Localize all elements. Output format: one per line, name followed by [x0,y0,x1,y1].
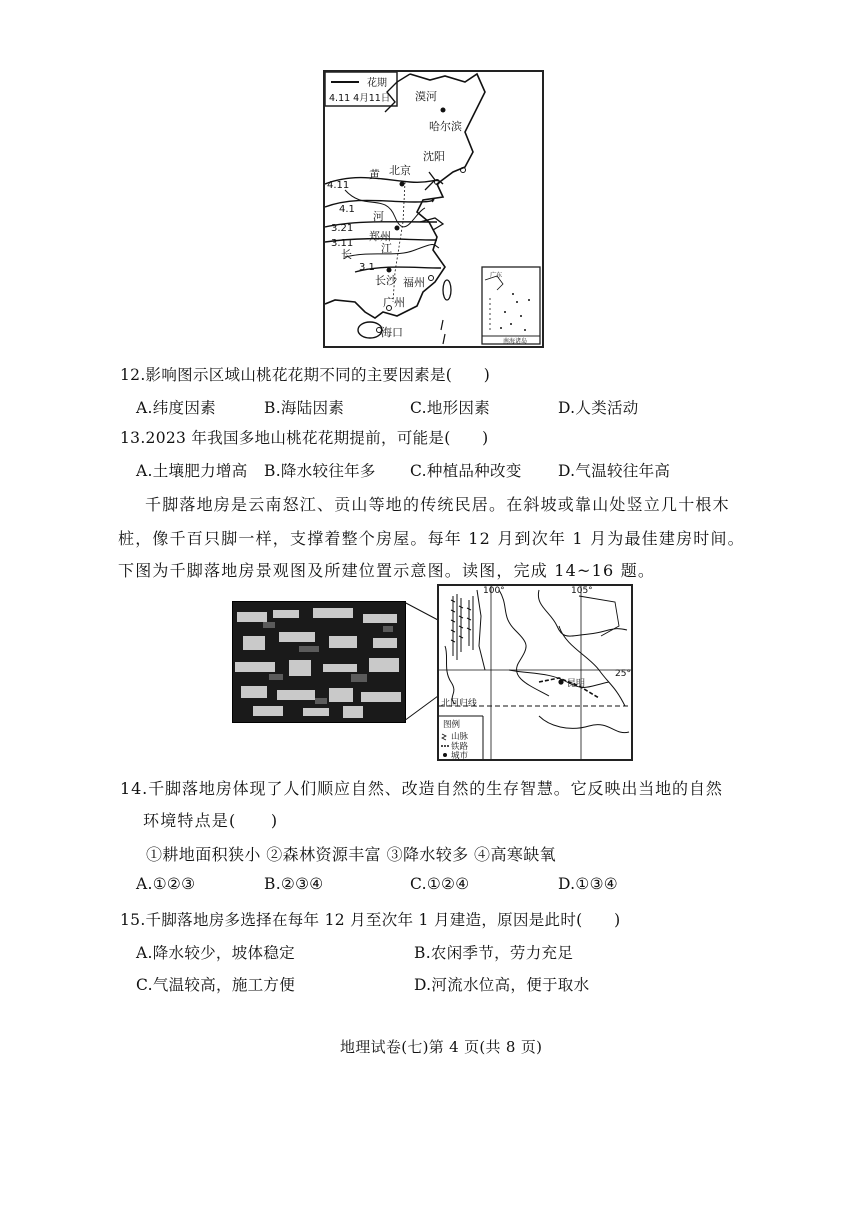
city-label: 哈尔滨 [429,120,462,133]
kunming-dot [558,679,563,684]
tropic-label: 北回归线 [441,699,478,709]
page-footer: 地理试卷(七)第 4 页(共 8 页) [340,1038,543,1056]
q13-option-b: B.降水较往年多 [264,462,376,480]
map1-legend-dates: 4.11 4月11日 [329,93,391,104]
q15-option-d: D.河流水位高，便于取水 [414,976,590,994]
q12-option-d: D.人类活动 [558,399,639,417]
passage-line-3: 下图为千脚落地房景观图及所建位置示意图。读图，完成 14~16 题。 [118,561,656,580]
q14-option-a: A.①②③ [136,875,196,893]
isoline-label: 4.1 [339,204,355,215]
location-map-svg [439,586,631,759]
lat-label-25: 25° [615,669,631,679]
q12-stem: 12.影响图示区域山桃花花期不同的主要因素是( ) [120,366,491,384]
river-label: 江 [381,242,392,255]
q14-stem-line-1: 14.千脚落地房体现了人们顺应自然、改造自然的生存智慧。它反映出当地的自然 [120,779,723,798]
lon-label-105: 105° [571,586,593,596]
river-label: 长 [341,248,352,261]
yangtze-river [345,245,439,258]
city-label: 漠河 [415,90,437,103]
isoline-label: 3.11 [331,238,354,249]
lon-label-100: 100° [483,586,505,596]
city-label: 北京 [389,164,411,177]
q14-stem-line-2: 环境特点是( ) [143,811,279,830]
map2-legend-city: 城市 [451,751,469,759]
taiwan-island [443,280,451,300]
bloom-date-map-svg [325,72,542,346]
city-label: 广州 [383,296,405,309]
mountain-legend-icon [442,734,446,740]
city-label: 长沙 [375,274,397,287]
q13-option-c: C.种植品种改变 [410,462,522,480]
inset-label: 南海诸岛 [503,338,528,345]
city-label: 福州 [403,276,425,289]
isoline-label: 3.21 [331,223,354,234]
location-map [437,584,633,761]
river-label: 黄 [369,168,380,181]
city-label: 郑州 [369,230,391,243]
q12-option-a: A.纬度因素 [136,399,216,417]
q14-option-c: C.①②④ [410,875,470,893]
q12-option-b: B.海陆因素 [264,399,345,417]
q15-option-c: C.气温较高，施工方便 [136,976,296,994]
q14-items: ①耕地面积狭小 ②森林资源丰富 ③降水较多 ④高寒缺氧 [146,845,557,864]
city-kunming: 昆明 [567,679,586,689]
q14-option-b: B.②③④ [264,875,324,893]
bloom-date-map [323,70,544,348]
city-legend-icon [443,753,447,757]
map1-legend-label: 花期 [367,78,387,89]
q12-option-c: C.地形因素 [410,399,491,417]
q14-option-d: D.①③④ [558,875,618,893]
q13-option-d: D.气温较往年高 [558,462,671,480]
inset-top-label: 广东 [490,272,503,279]
q13-stem: 13.2023 年我国多地山桃花花期提前，可能是( ) [120,429,489,447]
isoline-label: 3.1 [359,262,375,273]
passage-line-1: 千脚落地房是云南怒江、贡山等地的传统民居。在斜坡或靠山处竖立几十根木 [145,495,730,514]
city-label: 海口 [381,326,403,339]
q15-option-b: B.农闲季节，劳力充足 [414,944,574,962]
hainan-island [358,322,382,338]
isoline-label: 4.11 [327,180,350,191]
q15-stem: 15.千脚落地房多选择在每年 12 月至次年 1 月建造，原因是此时( ) [120,911,621,929]
q13-option-a: A.土壤肥力增高 [136,462,248,480]
map2-legend-title: 图例 [443,720,461,730]
passage-line-2: 桩，像千百只脚一样，支撑着整个房屋。每年 12 月到次年 1 月为最佳建房时间。 [118,529,745,548]
house-photo [232,601,406,723]
house-photo-svg [233,602,405,722]
city-label: 沈阳 [423,150,445,163]
map2-legend-railway: 铁路 [451,742,469,752]
river-label: 河 [373,210,384,223]
map2-legend-mountain: 山脉 [451,732,469,742]
q15-option-a: A.降水较少，坡体稳定 [136,944,295,962]
